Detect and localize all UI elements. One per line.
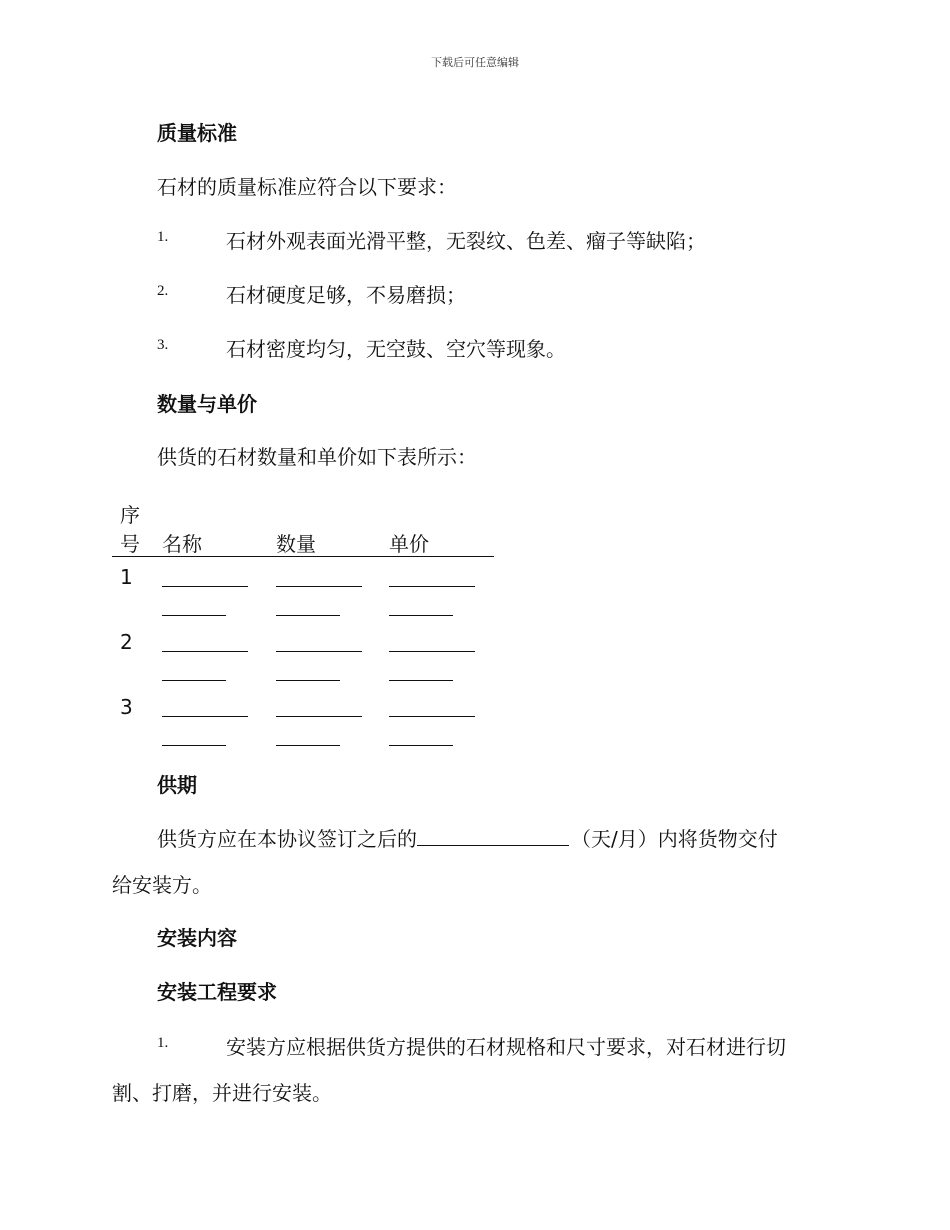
list-item-text: 石材外观表面光滑平整，无裂纹、色差、瘤子等缺陷；	[226, 229, 706, 253]
table-header-price: 单价	[389, 532, 429, 556]
quality-intro: 石材的质量标准应符合以下要求：	[157, 175, 457, 199]
blank-name	[162, 615, 226, 616]
blank-name	[162, 586, 248, 587]
quantity-intro: 供货的石材数量和单价如下表所示：	[157, 445, 477, 469]
table-header-rule	[112, 556, 494, 557]
list-item-text: 石材硬度足够，不易磨损；	[226, 283, 466, 307]
table-row-number: 3	[120, 695, 133, 719]
blank-quantity	[276, 716, 362, 717]
section-heading-supply: 供期	[157, 773, 197, 797]
blank-price	[389, 586, 475, 587]
blank-price	[389, 745, 453, 746]
supply-days-blank	[417, 827, 569, 846]
list-item-number: 3.	[157, 337, 169, 353]
blank-name	[162, 716, 248, 717]
list-item-number: 1.	[157, 1035, 169, 1051]
page-header: 下载后可任意编辑	[431, 56, 519, 69]
supply-paragraph-line2: 给安装方。	[112, 873, 212, 897]
list-item-text: 石材密度均匀，无空鼓、空穴等现象。	[226, 337, 566, 361]
blank-name	[162, 745, 226, 746]
supply-text-before: 供货方应在本协议签订之后的	[157, 827, 417, 851]
table-header-name: 名称	[162, 532, 202, 556]
list-item-number: 2.	[157, 283, 169, 299]
section-heading-install-content: 安装内容	[157, 926, 237, 950]
blank-quantity	[276, 745, 340, 746]
table-header-seq-line2: 号	[120, 532, 140, 556]
list-item-number: 1.	[157, 229, 169, 245]
section-heading-quality: 质量标准	[157, 121, 237, 145]
blank-name	[162, 680, 226, 681]
blank-price	[389, 716, 475, 717]
price-table	[112, 497, 494, 757]
supply-paragraph	[157, 823, 778, 852]
section-heading-install-requirements: 安装工程要求	[157, 980, 277, 1004]
table-header-seq-line1: 序	[120, 503, 140, 527]
blank-quantity	[276, 586, 362, 587]
section-heading-quantity: 数量与单价	[157, 392, 257, 416]
table-header-quantity: 数量	[276, 532, 316, 556]
blank-quantity	[276, 680, 340, 681]
table-row-number: 1	[120, 565, 133, 589]
blank-quantity	[276, 615, 340, 616]
blank-price	[389, 615, 453, 616]
table-row-number: 2	[120, 630, 133, 654]
blank-price	[389, 680, 453, 681]
blank-quantity	[276, 651, 362, 652]
list-item-text-continued: 割、打磨，并进行安装。	[112, 1081, 332, 1105]
list-item-text: 安装方应根据供货方提供的石材规格和尺寸要求，对石材进行切	[226, 1035, 786, 1059]
supply-text-after: （天/月）内将货物交付	[571, 827, 778, 851]
blank-price	[389, 651, 475, 652]
blank-name	[162, 651, 248, 652]
